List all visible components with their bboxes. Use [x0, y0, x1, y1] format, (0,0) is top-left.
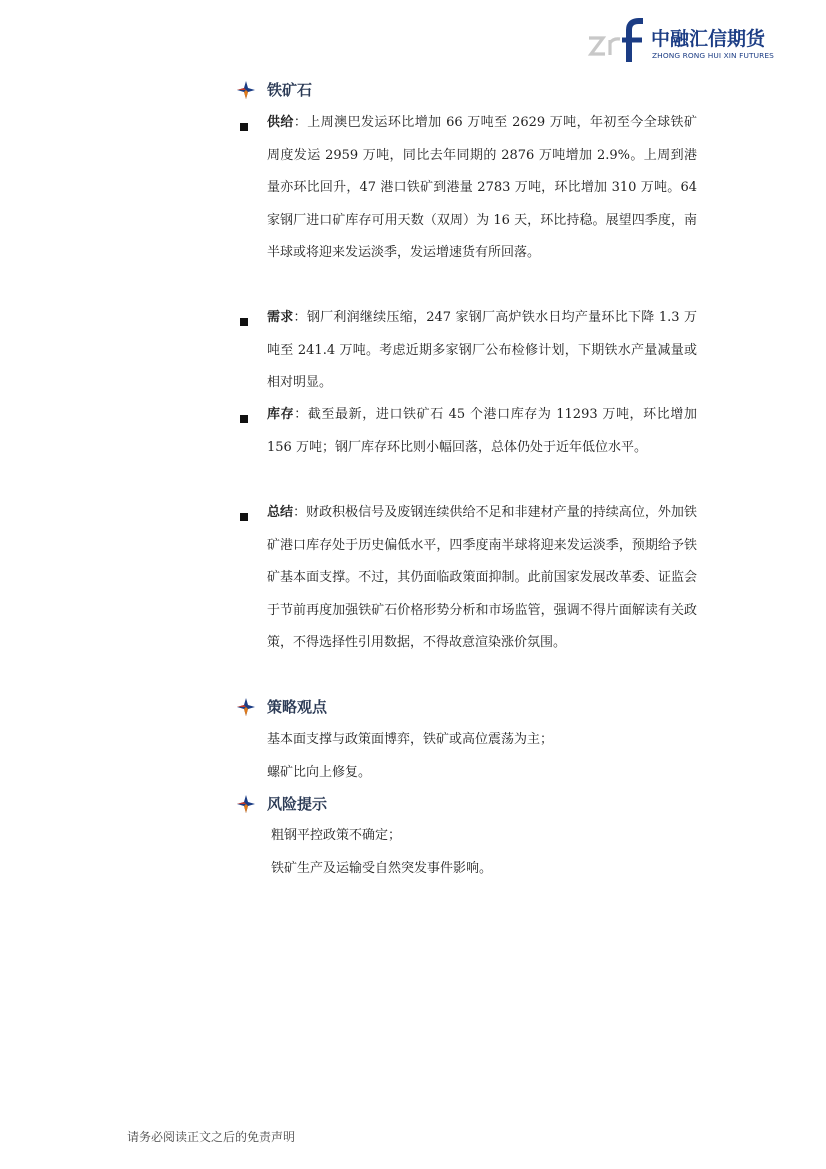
bullet-body: 截至最新，进口铁矿石 45 个港口库存为 11293 万吨，环比增加 156 万吨；钢厂库存环比则小幅回落，总体仍处于近年低位水平。 [267, 407, 697, 455]
strategy-line-1: 基本面支撑与政策面博弈，铁矿或高位震荡为主； [267, 732, 554, 747]
bullet-label: 供给 [267, 115, 294, 130]
square-bullet-icon [240, 513, 248, 521]
cross-star-icon [237, 698, 255, 716]
square-bullet-icon [240, 123, 248, 131]
footer-disclaimer: 请务必阅读正文之后的免责声明 [127, 1130, 296, 1144]
cross-star-icon [237, 81, 255, 99]
bullet-body: 财政积极信号及废钢连续供给不足和非建材产量的持续高位，外加铁矿港口库存处于历史偏低水平，四季度南半球将迎来发运淡季，预期给予铁矿基本面支撑。不过，其仍面临政策面抑制。此前国家发展改革委、证监会于节前再度加强铁矿石价格形势分析和市场监管，强调不得片面解读有关政策，不得选择性引用数据，不得故意渲染涨价氛围。 [267, 505, 697, 650]
bullet-text: 总结：财政积极信号及废钢连续供给不足和非建材产量的持续高位，外加铁矿港口库存处于历史偏低水平，四季度南半球将迎来发运淡季，预期给予铁矿基本面支撑。不过，其仍面临政策面抑制。此前国家发展改革委、证监会于节前再度加强铁矿石价格形势分析和市场监管，强调不得片面解读有关政策，不得选择性引用数据，不得故意渲染涨价氛围。 [267, 505, 697, 650]
bullet-text: 库存：截至最新，进口铁矿石 45 个港口库存为 11293 万吨，环比增加 156 万吨；钢厂库存环比则小幅回落，总体仍处于近年低位水平。 [267, 407, 697, 455]
bullet-body: 上周澳巴发运环比增加 66 万吨至 2629 万吨，年初至今全球铁矿周度发运 2959 万吨，同比去年同期的 2876 万吨增加 2.9%。上周到港量亦环比回升，47 港口铁矿到港量 2783 万吨，环比增加 310 万吨。64 家钢厂进口矿库存可用天数（双周）为 16 天，环比持稳。展望四季度，南半球或将迎来发运淡季，发运增速货有所回落。 [267, 115, 697, 260]
square-bullet-icon [240, 318, 248, 326]
bullet-text: 需求：钢厂利润继续压缩，247 家钢厂高炉铁水日均产量环比下降 1.3 万吨至 241.4 万吨。考虑近期多家钢厂公布检修计划，下期铁水产量减量或相对明显。 [267, 310, 697, 390]
bullet-label: 总结 [267, 505, 294, 520]
bullet-text: 供给：上周澳巴发运环比增加 66 万吨至 2629 万吨，年初至今全球铁矿周度发运 2959 万吨，同比去年同期的 2876 万吨增加 2.9%。上周到港量亦环比回升，47 港口铁矿到港量 2783 万吨，环比增加 310 万吨。64 家钢厂进口矿库存可用天数（双周）为 16 天，环比持稳。展望四季度，南半球或将迎来发运淡季，发运增速货有所回落。 [267, 115, 697, 260]
square-bullet-icon [240, 415, 248, 423]
strategy-line-2: 螺矿比向上修复。 [267, 765, 372, 780]
company-logo [587, 18, 787, 64]
risk-line-2: 铁矿生产及运输受自然突发事件影响。 [271, 861, 493, 876]
logo-english-name: ZHONG RONG HUI XIN FUTURES [652, 51, 774, 60]
risk-line-1: 粗钢平控政策不确定； [271, 828, 402, 843]
bullet-label: 库存 [267, 407, 295, 422]
bullet-label: 需求 [267, 310, 294, 325]
zrf-logo-mark-icon [587, 18, 645, 62]
bullet-body: 钢厂利润继续压缩，247 家钢厂高炉铁水日均产量环比下降 1.3 万吨至 241.4 万吨。考虑近期多家钢厂公布检修计划，下期铁水产量减量或相对明显。 [267, 310, 697, 390]
cross-star-icon [237, 795, 255, 813]
section-title: 策略观点 [267, 698, 328, 716]
section-title: 铁矿石 [267, 81, 313, 99]
logo-chinese-name: 中融汇信期货 [651, 28, 766, 50]
section-title: 风险提示 [267, 795, 328, 813]
